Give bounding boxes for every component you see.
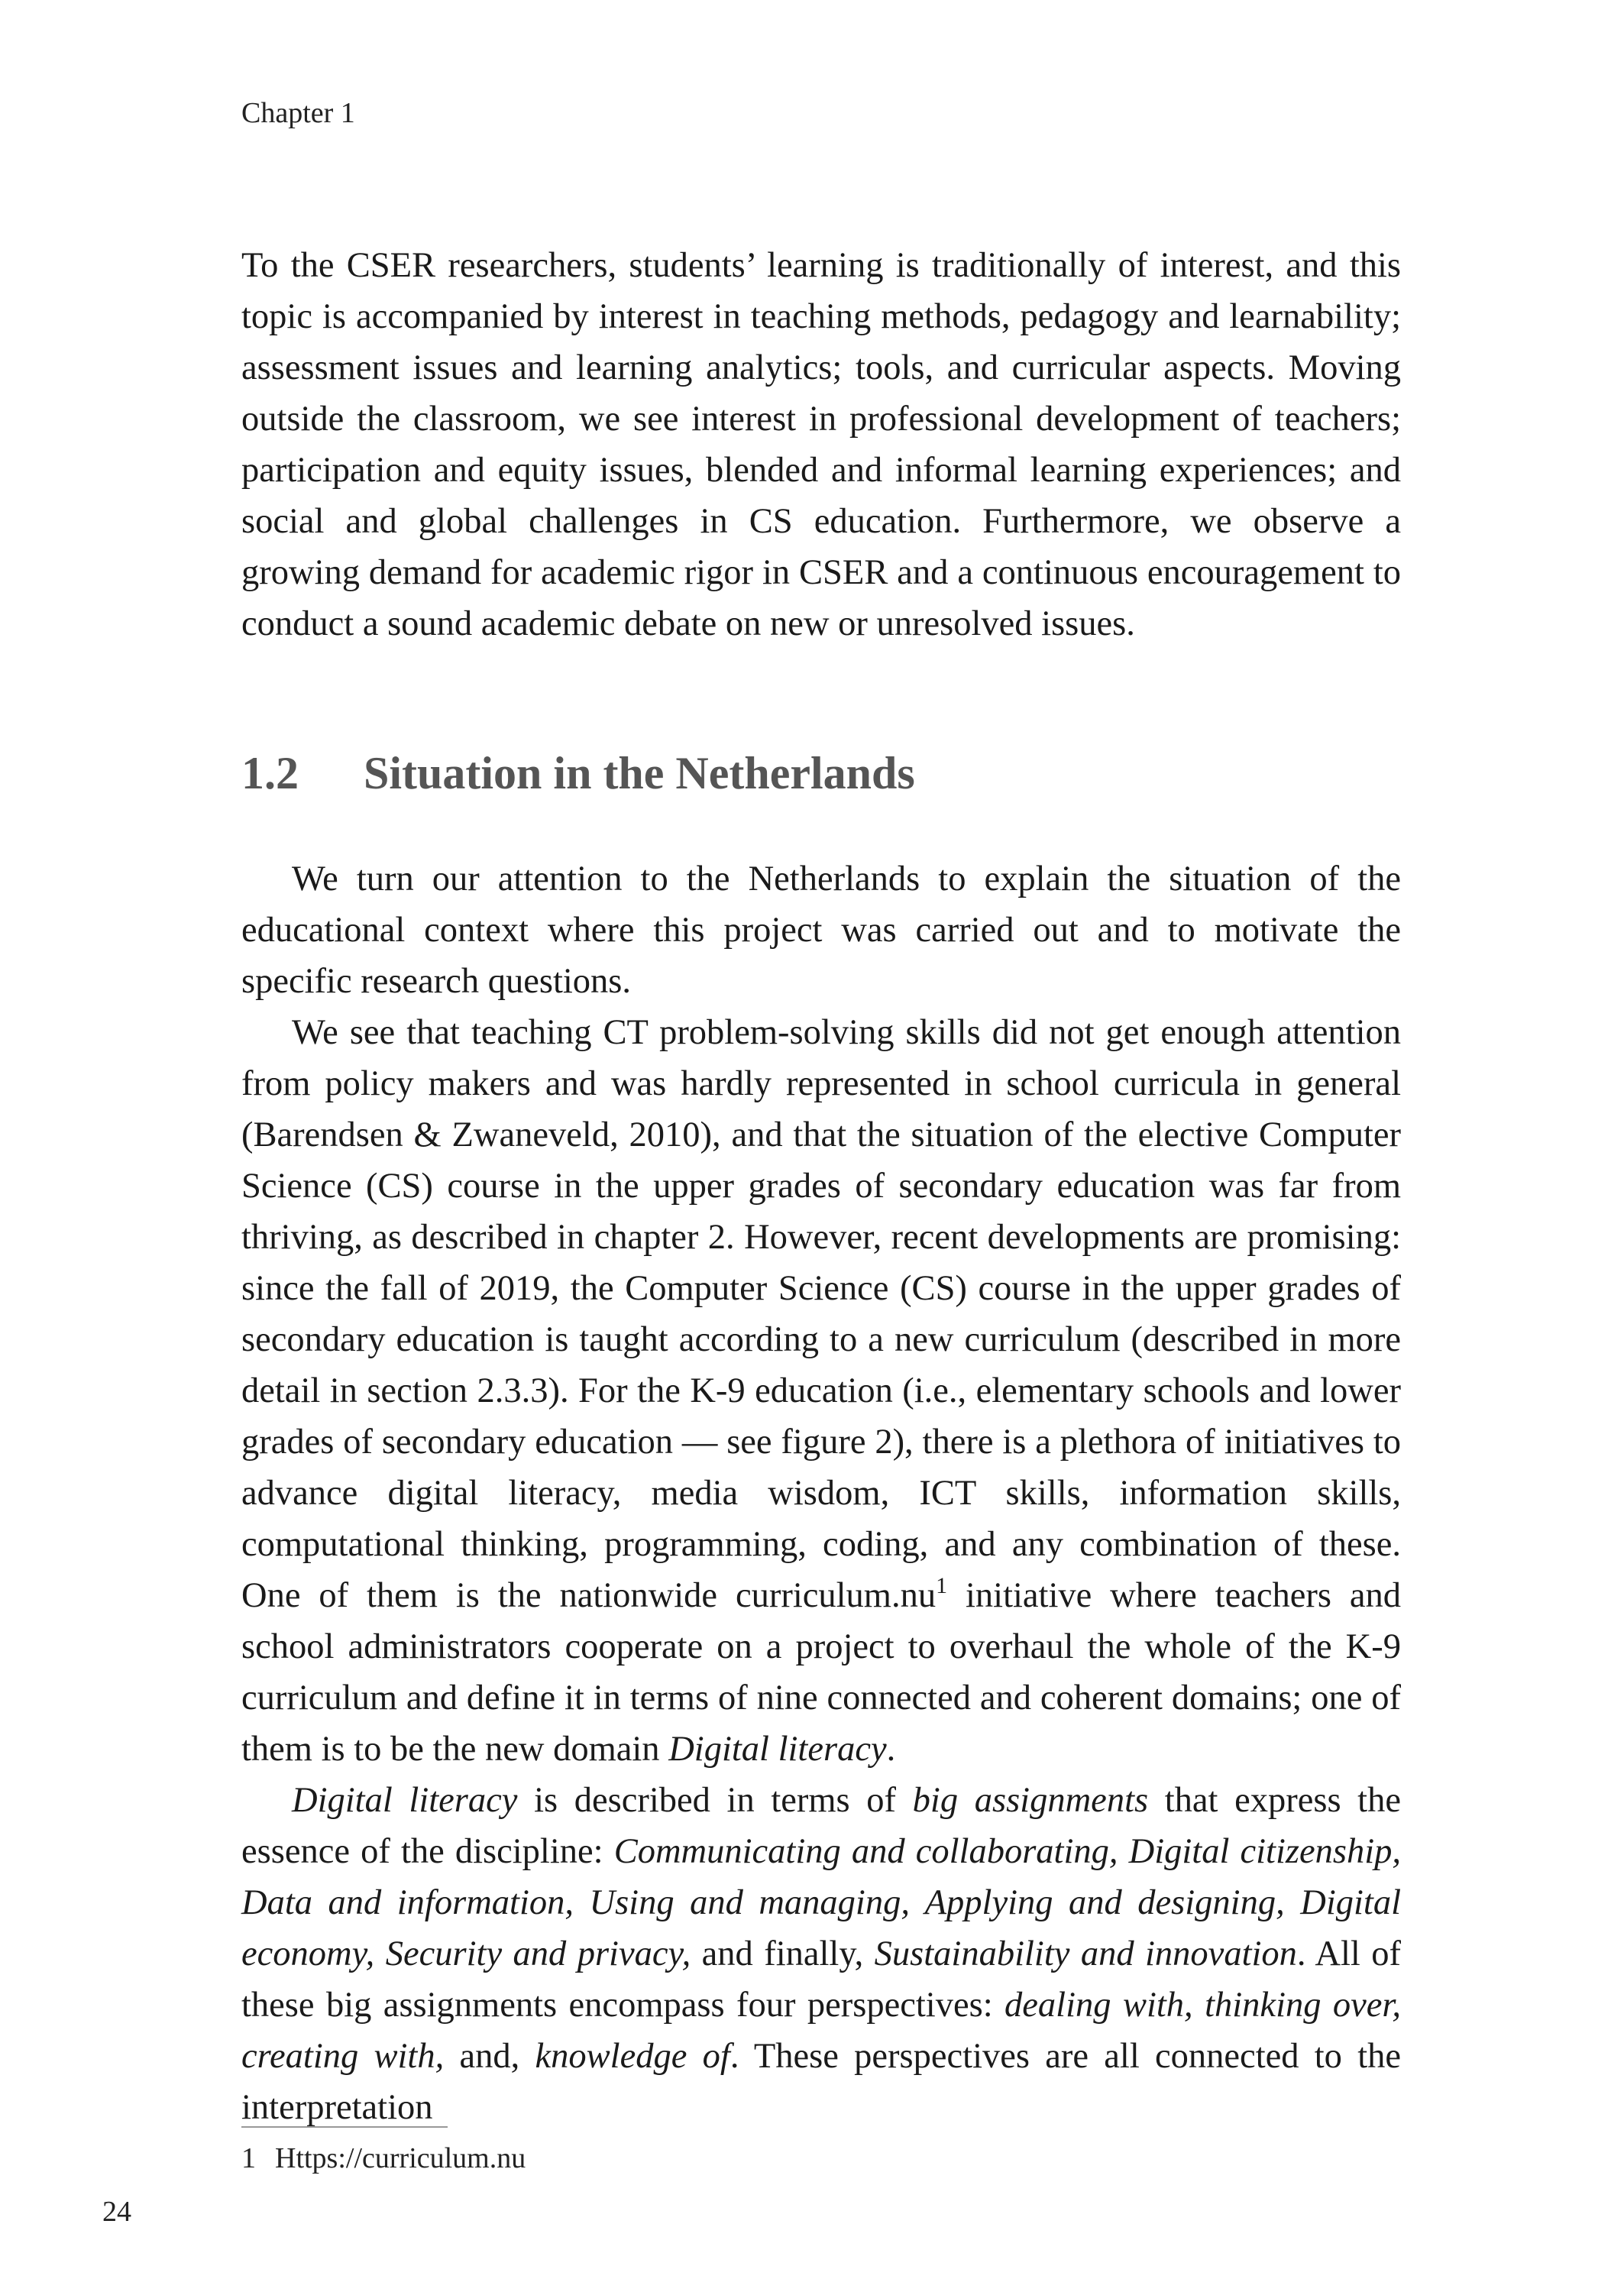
emphasis-term: Digital literacy — [292, 1781, 518, 1820]
section-title: Situation in the Netherlands — [364, 748, 915, 798]
perspectives-list: dealing with, thinking over, creating with, — [241, 1986, 1401, 2076]
emphasis-term: Sustainability and innovation — [874, 1934, 1297, 1973]
section-body — [241, 853, 1401, 2133]
footnote-divider — [241, 2126, 448, 2128]
emphasis-term: big assignments — [912, 1781, 1149, 1820]
running-head: Chapter 1 — [241, 97, 355, 129]
footnote-marker: 1 — [241, 2142, 256, 2174]
paragraph-text: To the CSER researchers, students’ learning is traditionally of interest, and this topic is accompanied by interest in teaching methods, pedagogy and learnability; assessment issues and learning analytics; tools, and curricular aspects. Moving outside the classroom, we see interest in professional development of teachers; participation and equity issues, blended and informal learning experiences; and social and global challenges in CS education. Furthermore, we observe a growing demand for academic rigor in CSER and a continuous encouragement to conduct a sound academic debate on new or unresolved issues. — [241, 246, 1401, 643]
paragraph-developments — [241, 1007, 1401, 1775]
emphasis-term: Digital literacy — [668, 1730, 887, 1769]
paragraph-text: We see that teaching CT problem-solving skills did not get enough attention from policy makers and was hardly represented in school curricula in general (Barendsen & Zwaneveld, 2010), and that the situation of the elective Computer Science (CS) course in the upper grades of secondary education was far from thriving, as described in chapter 2. However, recent developments are promising: since the fall of 2019, the Computer Science (CS) course in the upper grades of secondary education is taught according to a new curriculum (described in more detail in section 2.3.3). For the K-9 education (i.e., elementary schools and lower grades of secondary education — see figure 2), there is a plethora of initiatives to advance digital literacy, media wisdom, ICT skills, information skills, computational thinking, programming, coding, and any combination of these. One of them is the nationwide curriculum.nu — [241, 1013, 1401, 1615]
footnote — [241, 2139, 526, 2177]
footnote-text: Https://curriculum.nu — [275, 2142, 526, 2174]
page-number: 24 — [102, 2196, 131, 2228]
assignments-list: Communicating and collaborating, Digital citizenship, Data and information, Using and managing, Applying and designing, Digital economy, Security and privacy, — [241, 1832, 1401, 1973]
footnote-reference: 1 — [936, 1573, 948, 1598]
paragraph-text: . — [886, 1730, 896, 1769]
section-number: 1.2 — [241, 748, 299, 798]
paragraph-text: that express the essence of the discipline: — [241, 1781, 1401, 1871]
paragraph-text: and finally, — [691, 1934, 875, 1973]
paragraph-text: . All of these big assignments encompass four perspectives: — [241, 1934, 1401, 2025]
section-heading — [241, 743, 915, 804]
paragraph-text: and, — [444, 2037, 535, 2076]
emphasis-term: knowledge of — [535, 2037, 730, 2076]
paragraph-digital-literacy — [241, 1775, 1401, 2133]
paragraph-text: initiative where teachers and school administrators cooperate on a project to overhaul the whole of the K-9 curriculum and define it in terms of nine connected and coherent domains; one of them is to be the new domain — [241, 1576, 1401, 1769]
paragraph-text: is described in terms of — [517, 1781, 913, 1820]
intro-paragraph — [241, 240, 1401, 649]
paragraph-text: . These perspectives are all connected to the interpretation — [241, 2037, 1402, 2127]
paragraph-context: We turn our attention to the Netherlands to explain the situation of the educational context where this project was carried out and to motivate the specific research questions. — [241, 860, 1401, 1001]
